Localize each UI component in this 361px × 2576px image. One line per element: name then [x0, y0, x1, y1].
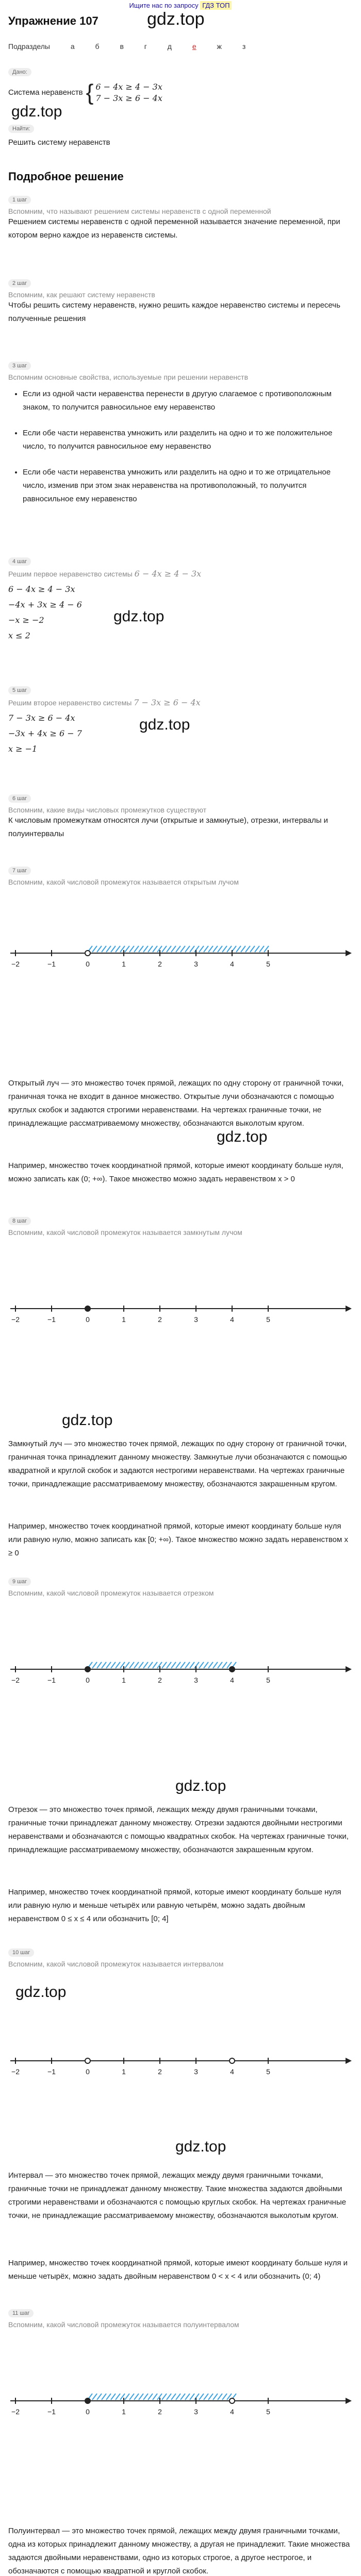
subtab-a[interactable]: а	[70, 42, 75, 50]
open-point	[229, 2058, 235, 2063]
hatch-mark	[180, 1662, 185, 1668]
hatch-mark	[116, 946, 120, 952]
hatch-mark	[194, 946, 199, 952]
hatch-mark	[227, 946, 232, 952]
hatch-mark	[167, 946, 171, 952]
step-9-text: Отрезок — это множество точек прямой, лежащих между двумя граничными точками, граничные точки принадлежат данному множеству. Отрезки задаются двойными нестрогими неравенствами и обозначаются с помощью квадратных скобок. На чертежах граничные точки, принадлежащие рассматриваемому множеству, обозначаются закрашенным кругом.	[8, 1805, 349, 1854]
step-label: 2 шаг	[8, 279, 31, 287]
step-hint: Решим второе неравенство системы 7 − 3x ≥ 6 − 4x	[8, 698, 201, 707]
hatch-mark	[194, 1662, 199, 1668]
step-label: 8 шаг	[8, 1217, 31, 1225]
subtab-zh[interactable]: ж	[217, 42, 222, 50]
step-3	[8, 361, 354, 518]
hatch-mark	[241, 946, 245, 952]
system-brace: {	[86, 80, 94, 105]
step-label: 6 шаг	[8, 794, 31, 803]
step-7-text: Открытый луч — это множество точек прямой, лежащих по одну сторону от граничной точки, граничная точка не входит в данное множество. Открытые лучи обозначаются с помощью круглых скобок и задаются строгими неравенствами. На чертежах граничные точки, не принадлежащие рассматриваемому множеству, обозначаются выколотым кругом.	[8, 1079, 344, 1128]
tick-label: 4	[230, 960, 234, 968]
hatch-mark	[148, 1662, 153, 1668]
tick-label: −2	[11, 2067, 20, 2076]
subtabs-nav	[8, 42, 264, 50]
step-label: 10 шаг	[8, 1948, 34, 1957]
hatch-mark	[176, 2394, 180, 2400]
tick-label: −1	[47, 1315, 56, 1324]
step-text: К числовым промежуткам относятся лучи (открытые и замкнутые), отрезки, интервалы и полуинтервалы	[8, 816, 329, 838]
hatch-mark	[162, 1662, 167, 1668]
axis-arrow	[346, 1666, 352, 1672]
hatch-mark	[134, 946, 139, 952]
tick-label: 3	[194, 2067, 198, 2076]
watermark: gdz.top	[15, 1984, 67, 2001]
subtab-e-active[interactable]: е	[192, 42, 196, 50]
step-9-example: Например, множество точек координатной прямой, которые имеют координату больше нуля или равную нулю и меньше четырёх или равную четырём, можно задать двойным неравенством 0 ≤ x ≤ 4 или обозначить [0; 4]	[8, 1888, 341, 1923]
given-block	[8, 67, 162, 104]
given-line-2: 7 − 3x ≥ 6 − 4x	[95, 93, 162, 103]
subtab-v[interactable]: в	[120, 42, 124, 50]
hatch-mark	[167, 2394, 171, 2400]
solution-line: x ≥ −1	[8, 744, 38, 754]
axis-arrow	[346, 2058, 352, 2064]
watermark: gdz.top	[217, 1128, 268, 1145]
step-label: 7 шаг	[8, 867, 31, 875]
subtab-z[interactable]: з	[242, 42, 246, 50]
step-hint: Вспомним, какой числовой промежуток называется интервалом	[8, 1960, 224, 1968]
subtab-b[interactable]: б	[95, 42, 100, 50]
step-hint: Вспомним, какой числовой промежуток называется замкнутым лучом	[8, 1228, 242, 1236]
hatch-mark	[106, 946, 111, 952]
tick-label: 4	[230, 2408, 234, 2416]
tick-label: 2	[158, 1676, 162, 1684]
hatch-mark	[111, 1662, 116, 1668]
step-8	[8, 1216, 354, 1236]
hatch-mark	[208, 946, 213, 952]
step-10-example: Например, множество точек координатной прямой, которые имеют координату больше нуля и меньше четырёх, можно задать двойным неравенством 0 < x < 4 или обозначить (0; 4)	[8, 2259, 348, 2281]
hatch-mark	[153, 1662, 157, 1668]
hatch-mark	[134, 1662, 139, 1668]
watermark: gdz.top	[175, 2138, 226, 2155]
tick-label: 3	[194, 960, 198, 968]
hatch-mark	[153, 2394, 157, 2400]
hatch-mark	[92, 2394, 97, 2400]
step-hint: Вспомним, как решают систему неравенств	[8, 291, 155, 299]
hatch-mark	[92, 946, 97, 952]
subtabs-label: Подразделы	[8, 42, 50, 50]
number-line	[10, 1662, 352, 1684]
hatch-mark	[213, 946, 218, 952]
filled-point	[229, 1667, 235, 1672]
axis-arrow	[346, 1306, 352, 1312]
hatch-mark	[102, 2394, 106, 2400]
open-ray-diagram	[5, 891, 356, 1046]
hatch-mark	[199, 946, 204, 952]
step-4	[8, 556, 354, 643]
hatch-mark	[139, 1662, 143, 1668]
tick-label: 0	[86, 2067, 90, 2076]
hatch-mark	[102, 1662, 106, 1668]
interval-diagram	[5, 1999, 356, 2133]
hatch-mark	[171, 946, 176, 952]
hatch-mark	[259, 946, 264, 952]
tick-label: −2	[11, 2408, 20, 2416]
step-hint: Решим первое неравенство системы 6 − 4x ≥ 4 − 3x	[8, 569, 202, 579]
tick-label: −1	[47, 2408, 56, 2416]
hatch-mark	[208, 1662, 213, 1668]
hatch-mark	[97, 1662, 102, 1668]
tick-label: 1	[122, 960, 126, 968]
step-hint: Вспомним, какой числовой промежуток называется полуинтервалом	[8, 2320, 239, 2329]
hatch-mark	[204, 2394, 208, 2400]
hatch-mark	[162, 946, 167, 952]
open-point	[229, 2398, 235, 2403]
tick-label: −2	[11, 1315, 20, 1324]
tick-label: 2	[158, 960, 162, 968]
hatch-mark	[111, 946, 116, 952]
tick-label: 0	[86, 1676, 90, 1684]
step-7-example: Например, множество точек координатной прямой, которые имеют координату больше нуля, можно записать как (0; +∞). Такое множество можно задать неравенством x > 0	[8, 1161, 343, 1183]
tick-label: 2	[158, 2408, 162, 2416]
hatch-mark	[218, 946, 222, 952]
hatch-mark	[190, 1662, 194, 1668]
hatch-mark	[129, 946, 134, 952]
step-hint: Вспомним, какой числовой промежуток называется открытым лучом	[8, 878, 239, 886]
step-11-text: Полуинтервал — это множество точек прямой, лежащих между двумя граничными точками, одна из которых принадлежит данному множеству, а другая не принадлежит. Такие множества задаются двойными неравенствами, одно из которых строгое, а другое нестрогое, и обозначаются с помощью квадратной и круглой скобок.	[8, 2527, 350, 2575]
closed-ray-diagram	[5, 1247, 356, 1401]
rule-item: • Если обе части неравенства умножить или разделить на одно и то же положительное число, то получится равносильное ему неравенство	[23, 427, 354, 453]
hatch-mark	[190, 2394, 194, 2400]
promo-query-link[interactable]: ГДЗ ТОП	[200, 1, 232, 10]
tick-label: 0	[86, 960, 90, 968]
step-10-text: Интервал — это множество точек прямой, лежащих между двумя граничными точками, граничные точки не принадлежат данному множеству. Такие множества задаются двойными строгими неравенствами и обозначаются с помощью круглых скобок. На чертежах граничные точки, не принадлежащие рассматриваемому множеству, обозначаются выколотым кругом.	[8, 2171, 347, 2220]
number-line	[10, 946, 352, 968]
hatch-mark	[116, 1662, 120, 1668]
hatch-mark	[134, 2394, 139, 2400]
subtab-g[interactable]: г	[144, 42, 147, 50]
open-point	[85, 951, 90, 956]
solution-line: 7 − 3x ≥ 6 − 4x	[8, 713, 75, 723]
hatch-mark	[111, 2394, 116, 2400]
promo-text: Ищите нас по запросу	[129, 2, 199, 9]
hatch-mark	[222, 2394, 227, 2400]
solution-line: −4x + 3x ≥ 4 − 6	[8, 600, 82, 609]
step-8-text: Замкнутый луч — это множество точек прямой, лежащих по одну сторону от граничной точки, граничная точка принадлежит данному множеству. Замкнутые лучи обозначаются с помощью квадратной и круглой скобок и задаются нестрогими неравенствами. На чертежах граничные точки, принадлежащие рассматриваемому множеству, обозначаются закрашенным кругом.	[8, 1439, 347, 1488]
tick-label: −1	[47, 2067, 56, 2076]
tick-label: 2	[158, 1315, 162, 1324]
hatch-mark	[162, 2394, 167, 2400]
step-label: 1 шаг	[8, 196, 31, 204]
step-11	[8, 2308, 354, 2329]
watermark: gdz.top	[175, 1777, 226, 1794]
solution-line: −3x + 4x ≥ 6 − 7	[8, 728, 82, 738]
hatch-mark	[143, 946, 148, 952]
rule-item: • Если обе части неравенства умножить или разделить на одно и то же отрицательное число, изменив при этом знак неравенства на противоположный, то получится равносильное ему неравенство	[23, 466, 354, 506]
step-9	[8, 1577, 354, 1597]
solution-line: −x ≥ −2	[8, 615, 44, 625]
hatch-mark	[129, 2394, 134, 2400]
subtab-d[interactable]: д	[167, 42, 172, 50]
hatch-mark	[180, 2394, 185, 2400]
hatch-mark	[116, 2394, 120, 2400]
hatch-mark	[129, 1662, 134, 1668]
hatch-mark	[185, 1662, 190, 1668]
step-hint: Вспомним основные свойства, используемые при решении неравенств	[8, 373, 249, 381]
tick-label: −1	[47, 1676, 56, 1684]
tick-label: 1	[122, 1676, 126, 1684]
hatch-mark	[208, 2394, 213, 2400]
watermark: gdz.top	[62, 1412, 113, 1429]
tick-label: 5	[266, 1315, 270, 1324]
hatch-mark	[185, 946, 190, 952]
tick-label: 1	[122, 2067, 126, 2076]
watermark: gdz.top	[11, 103, 62, 120]
tick-label: 5	[266, 2067, 270, 2076]
step-hint: Вспомним, что называют решением системы неравенств с одной переменной	[8, 207, 271, 215]
hatch-mark	[125, 1662, 129, 1668]
axis-arrow	[346, 950, 352, 956]
hatch-mark	[97, 946, 102, 952]
step-2	[8, 278, 354, 326]
step-label: 11 шаг	[8, 2309, 34, 2317]
hatch-mark	[213, 2394, 218, 2400]
hatch-mark	[194, 2394, 199, 2400]
step-hint: Вспомним, какой числовой промежуток называется отрезком	[8, 1589, 214, 1597]
step-8-example: Например, множество точек координатной прямой, которые имеют координату больше нуля или равную нулю, можно записать как [0; +∞). Такое множество можно задать неравенством x ≥ 0	[8, 1522, 348, 1557]
hatch-mark	[204, 1662, 208, 1668]
step-text: Чтобы решить систему неравенств, нужно решить каждое неравенство системы и пересечь полученные решения	[8, 301, 340, 323]
hatch-mark	[148, 946, 153, 952]
hatch-mark	[167, 1662, 171, 1668]
tick-label: 3	[194, 1676, 198, 1684]
hatch-mark	[222, 946, 227, 952]
hatch-mark	[185, 2394, 190, 2400]
step-text: Решением системы неравенств с одной переменной называется значение переменной, при котором верно каждое из неравенств системы.	[8, 217, 340, 240]
hatch-mark	[102, 946, 106, 952]
segment-diagram	[5, 1607, 356, 1762]
given-text: Система неравенств	[8, 88, 83, 97]
step-label: 5 шаг	[8, 686, 31, 694]
tick-label: 3	[194, 1315, 198, 1324]
given-line-1: 6 − 4x ≥ 4 − 3x	[95, 82, 162, 92]
tick-label: 5	[266, 1676, 270, 1684]
hatch-mark	[139, 2394, 143, 2400]
hatch-mark	[176, 1662, 180, 1668]
watermark: gdz.top	[113, 608, 165, 625]
hatch-mark	[143, 1662, 148, 1668]
tick-label: 5	[266, 960, 270, 968]
tick-label: 2	[158, 2067, 162, 2076]
axis-arrow	[346, 2398, 352, 2404]
tick-label: 4	[230, 2067, 234, 2076]
hatch-mark	[148, 2394, 153, 2400]
hatch-mark	[204, 946, 208, 952]
find-label: Найти:	[8, 125, 34, 133]
tick-label: −2	[11, 960, 20, 968]
hatch-mark	[153, 946, 157, 952]
hatch-mark	[176, 946, 180, 952]
tick-label: 3	[194, 2408, 198, 2416]
watermark: gdz.top	[139, 716, 190, 733]
hatch-mark	[199, 1662, 204, 1668]
find-text: Решить систему неравенств	[8, 138, 110, 147]
number-line	[10, 1306, 352, 1324]
hatch-mark	[213, 1662, 218, 1668]
hatch-mark	[143, 2394, 148, 2400]
tick-label: 4	[230, 1676, 234, 1684]
half-interval-diagram	[5, 2339, 356, 2494]
hatch-mark	[139, 946, 143, 952]
hatch-mark	[97, 2394, 102, 2400]
hatch-mark	[171, 2394, 176, 2400]
hatch-mark	[106, 1662, 111, 1668]
step-10	[8, 1947, 354, 1968]
number-line	[10, 2058, 352, 2076]
tick-label: 1	[122, 2408, 126, 2416]
hatch-mark	[222, 1662, 227, 1668]
hatch-mark	[236, 946, 241, 952]
hatch-mark	[250, 946, 255, 952]
rule-item: • Если из одной части неравенства перенести в другую слагаемое с противоположным знаком, то получится равносильное ему неравенство	[23, 387, 354, 414]
hatch-mark	[106, 2394, 111, 2400]
hatch-mark	[125, 2394, 129, 2400]
tick-label: −1	[47, 960, 56, 968]
hatch-mark	[171, 1662, 176, 1668]
hatch-mark	[245, 946, 250, 952]
hatch-mark	[218, 1662, 222, 1668]
step-1	[8, 195, 354, 242]
filled-point	[85, 2398, 90, 2403]
detailed-header: Подробное решение	[8, 170, 124, 183]
solution-line: 6 − 4x ≥ 4 − 3x	[8, 584, 75, 594]
watermark: gdz.top	[147, 9, 205, 29]
step-7	[8, 866, 354, 886]
hatch-mark	[190, 946, 194, 952]
hatch-mark	[92, 1662, 97, 1668]
step-label: 9 шаг	[8, 1578, 31, 1586]
filled-point	[85, 1306, 90, 1311]
tick-label: −2	[11, 1676, 20, 1684]
tick-label: 1	[122, 1315, 126, 1324]
step-6	[8, 793, 354, 841]
number-line	[10, 2394, 352, 2416]
page-title: Упражнение 107	[8, 14, 99, 27]
step-label: 3 шаг	[8, 362, 31, 370]
step-hint: Вспомним, какие виды числовых промежутков существуют	[8, 806, 207, 814]
hatch-mark	[255, 946, 259, 952]
given-system	[8, 81, 162, 104]
hatch-mark	[180, 946, 185, 952]
hatch-mark	[125, 946, 129, 952]
tick-label: 0	[86, 2408, 90, 2416]
hatch-mark	[199, 2394, 204, 2400]
tick-label: 0	[86, 1315, 90, 1324]
solution-line: x ≤ 2	[8, 631, 30, 640]
step-label: 4 шаг	[8, 557, 31, 566]
filled-point	[85, 1667, 90, 1672]
hatch-mark	[218, 2394, 222, 2400]
given-label: Дано:	[8, 68, 31, 76]
find-block	[8, 124, 110, 149]
open-point	[85, 2058, 90, 2063]
tick-label: 5	[266, 2408, 270, 2416]
tick-label: 4	[230, 1315, 234, 1324]
